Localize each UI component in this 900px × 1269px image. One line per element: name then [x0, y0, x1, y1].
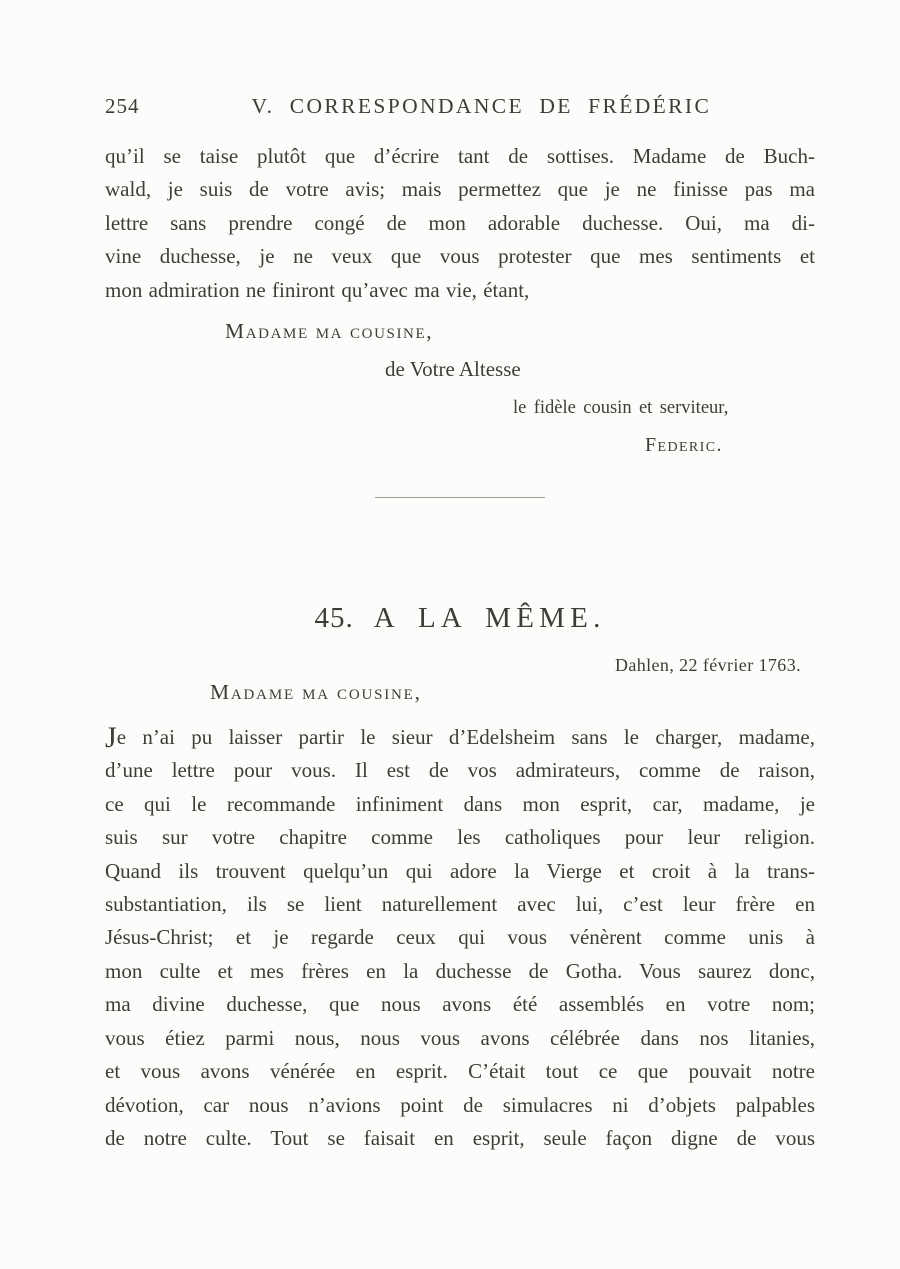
signature-federic: Federic. [645, 434, 723, 457]
text-line: Quand ils trouvent quelqu’un qui adore la Vierge et croit à la trans- [105, 858, 815, 883]
closing-altesse-line: de Votre Altesse [385, 357, 521, 382]
letter-45-paragraph [105, 721, 815, 1155]
first-line-rest: e n’ai pu laisser partir le sieur d’Edelsheim sans le charger, madame, [116, 725, 815, 750]
letter-number: 45. [314, 602, 354, 635]
closing-salutation: Madame ma cousine, [225, 319, 434, 344]
text-line: qu’il se taise plutôt que d’écrire tant de sottises. Madame de Buch- [105, 144, 815, 168]
text-line: ma divine duchesse, que nous avons été assemblés en votre nom; [105, 992, 815, 1017]
text-line: et vous avons vénérée en esprit. C’était tout ce que pouvait notre [105, 1059, 815, 1084]
text-line [105, 721, 815, 754]
text-line: suis sur votre chapitre comme les catholiques pour leur religion. [105, 825, 815, 850]
text-line: Jésus-Christ; et je regarde ceux qui vous vénèrent comme unis à [105, 925, 815, 950]
text-line: wald, je suis de votre avis; mais permettez que je ne finisse pas ma [105, 177, 815, 202]
text-line: de notre culte. Tout se faisait en esprit, seule façon digne de vous [105, 1125, 815, 1150]
text-line: vous étiez parmi nous, nous vous avons célébrée dans nos litanies, [105, 1025, 815, 1050]
closing-serviteur-line: le fidèle cousin et serviteur, [513, 398, 729, 419]
page-number: 254 [105, 94, 140, 118]
text-line: ce qui le recommande infiniment dans mon esprit, car, madame, je [105, 791, 815, 816]
text-line: d’une lettre pour vous. Il est de vos admirateurs, comme de raison, [105, 758, 815, 783]
letter-45-heading [105, 602, 815, 635]
previous-letter-paragraph [105, 140, 815, 307]
running-title: V. CORRESPONDANCE DE FRÉDÉRIC [251, 94, 712, 118]
text-line: dévotion, car nous n’avions point de simulacres ni d’objets palpables [105, 1092, 815, 1117]
text-line: vine duchesse, je ne veux que vous protester que mes sentiments et [105, 244, 815, 269]
letter-45-salutation: Madame ma cousine, [210, 680, 422, 705]
dateline: Dahlen, 22 février 1763. [614, 655, 801, 676]
text-block [0, 94, 900, 1155]
initial-capital: J [105, 721, 117, 755]
text-line: lettre sans prendre congé de mon adorable duchesse. Oui, ma di- [105, 210, 815, 235]
text-line: substantiation, ils se lient naturellement avec lui, c’est leur frère en [105, 892, 815, 917]
text-line: mon culte et mes frères en la duchesse de Gotha. Vous saurez donc, [105, 958, 815, 983]
text-line: mon admiration ne finiront qu’avec ma vie, étant, [105, 277, 530, 302]
running-header [105, 94, 815, 119]
letter-title: A LA MÊME. [373, 602, 606, 635]
section-divider-rule [375, 497, 545, 498]
